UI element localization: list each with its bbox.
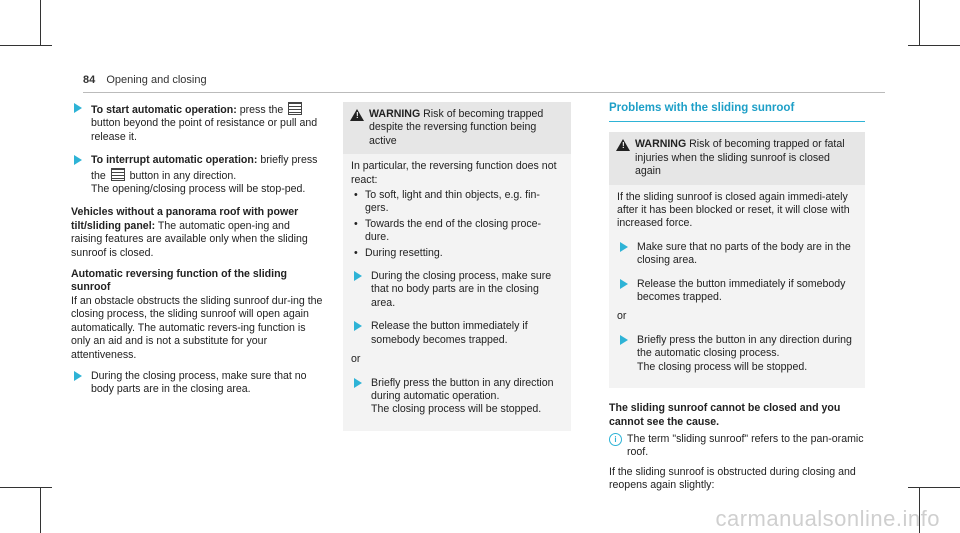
warning-step: Briefly press the button in any direction during automatic operation. The closing process will be stopped.	[351, 377, 563, 417]
problem-title: The sliding sunroof cannot be closed and you cannot see the cause.	[609, 402, 841, 428]
warning-triangle-icon: !	[350, 109, 364, 121]
step-arrow-icon	[354, 271, 362, 281]
page-header	[83, 74, 207, 87]
page-number: 84	[83, 74, 96, 86]
warning-header: ! WARNING Risk of becoming trapped or fatal injuries when the sliding sunroof is closed again	[609, 132, 865, 184]
section-name: Opening and closing	[106, 74, 207, 86]
crop-mark	[908, 487, 960, 488]
header-divider	[83, 92, 885, 93]
right-column	[609, 102, 865, 493]
step-closing-caution: During the closing process, make sure that no body parts are in the closing area.	[71, 370, 323, 397]
warning-step: Release the button immediately if somebody becomes trapped.	[617, 278, 857, 305]
warning-step: During the closing process, make sure that no body parts are in the closing area.	[351, 270, 563, 310]
crop-mark	[908, 45, 960, 46]
step-arrow-icon	[354, 321, 362, 331]
section-divider	[609, 121, 865, 122]
warning-step: Make sure that no parts of the body are in the closing area.	[617, 241, 857, 268]
crop-mark	[919, 0, 920, 46]
warning-body: In particular, the reversing function does not react: • To soft, light and thin objects, e.g. fin-gers. • Towards the end of the closing proce-dure. • During resetting. During the closing process, make sure that no body parts are in the closing area. Release the button immediately if somebody becomes trapped. or Briefly press the button in any direction during automatic operation. The closing process will be stopped.	[343, 154, 571, 431]
step-arrow-icon	[74, 371, 82, 381]
step-arrow-icon	[620, 242, 628, 252]
section-title: Problems with the sliding sunroof	[609, 102, 795, 114]
step-arrow-icon	[74, 103, 82, 113]
crop-mark	[0, 45, 52, 46]
sunroof-button-icon	[111, 168, 125, 181]
crop-mark	[40, 487, 41, 533]
crop-mark	[0, 487, 52, 488]
sunroof-button-icon	[288, 102, 302, 115]
list-item: • Towards the end of the closing proce-dure.	[351, 218, 563, 245]
or-label: or	[617, 310, 627, 323]
reversing-title: Automatic reversing function of the sliding sunroof	[71, 268, 288, 294]
step-start-automatic: To start automatic operation: press the button beyond the point of resistance or pull and release it.	[71, 102, 323, 144]
warning-box-problems	[609, 132, 865, 388]
list-item: • During resetting.	[351, 247, 563, 260]
or-label: or	[351, 353, 361, 366]
warning-header: ! WARNING Risk of becoming trapped despite the reversing function being active	[343, 102, 571, 154]
list-item: • To soft, light and thin objects, e.g. fin-gers.	[351, 189, 563, 216]
warning-step: Release the button immediately if somebody becomes trapped.	[351, 320, 563, 347]
vehicles-paragraph: Vehicles without a panorama roof with power tilt/sliding panel: The automatic open-ing and raising features are available only when the sliding sunroof is closed.	[71, 206, 308, 259]
step-interrupt-automatic: To interrupt automatic operation: briefly press the button in any direction. The opening/closing process will be stop-ped.	[71, 154, 323, 196]
warning-box-reversing	[343, 102, 571, 431]
warning-triangle-icon: !	[616, 139, 630, 151]
left-column	[71, 102, 323, 407]
problem-paragraph: If the sliding sunroof is obstructed during closing and reopens again slightly:	[609, 465, 856, 492]
info-icon: i	[609, 433, 622, 446]
reversing-paragraph: If an obstacle obstructs the sliding sunroof dur-ing the closing process, the sliding sunroof will open again automatically. The automatic revers-ing function is only an aid and is not a substitute for your attentiveness.	[71, 294, 323, 361]
warning-body: If the sliding sunroof is closed again immedi-ately after it has been blocked or reset, it will close with increased force. Make sure that no parts of the body are in the closing area. Release the button immediately if somebody becomes trapped. or Briefly press the button in any direction during the automatic closing process. The closing process will be stopped.	[609, 185, 865, 388]
warning-step: Briefly press the button in any direction during the automatic closing process. The closing process will be stopped.	[617, 334, 857, 374]
step-arrow-icon	[354, 378, 362, 388]
crop-mark	[40, 0, 41, 46]
step-arrow-icon	[74, 155, 82, 165]
step-arrow-icon	[620, 279, 628, 289]
watermark: carmanualsonline.info	[715, 505, 940, 531]
step-arrow-icon	[620, 335, 628, 345]
note: i The term "sliding sunroof" refers to the pan-oramic roof.	[609, 433, 865, 460]
